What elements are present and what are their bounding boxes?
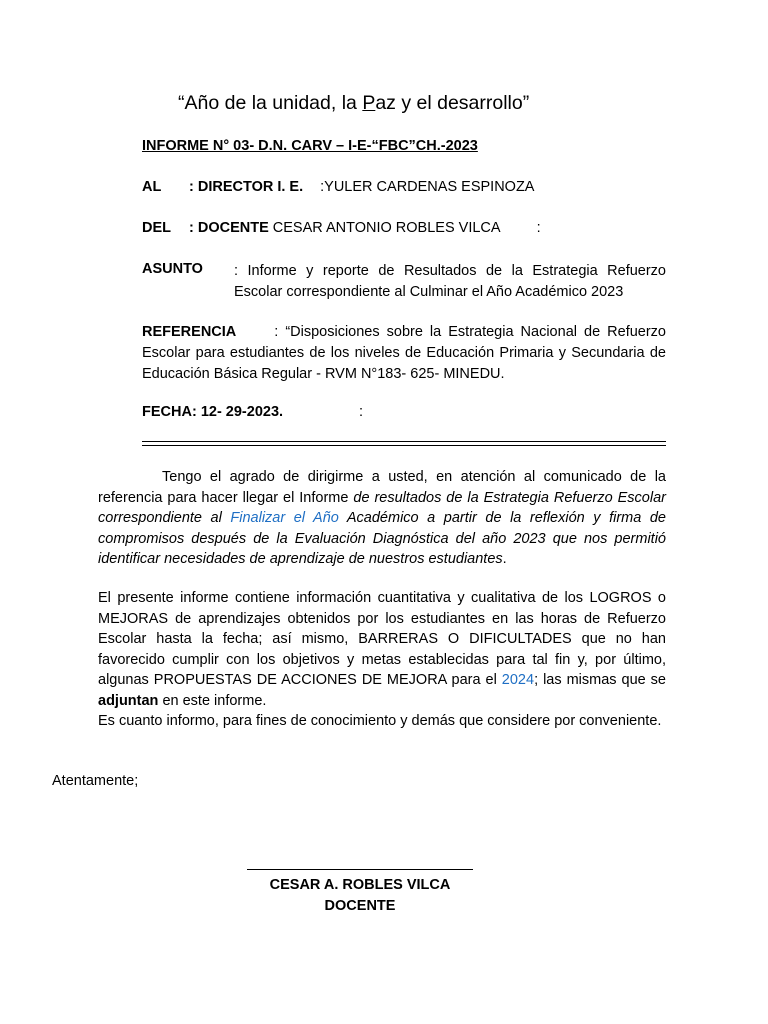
- paragraph-3: Es cuanto informo, para fines de conocimiento y demás que considere por conveniente.: [98, 713, 662, 729]
- al-name: :YULER CARDENAS ESPINOZA: [320, 179, 535, 195]
- asunto-text: : Informe y reporte de Resultados de la Estrategia Refuerzo Escolar correspondiente al Culminar el Año Académico 2023: [234, 263, 666, 300]
- motto-header: [178, 92, 529, 115]
- paragraph-2: [98, 588, 666, 712]
- signature-title: DOCENTE: [324, 897, 396, 914]
- para1-text-b: de resultados de la Estrategia Refuerzo Escolar correspondiente al: [98, 489, 666, 527]
- al-role: : DIRECTOR I. E.: [189, 179, 304, 195]
- fecha-trail: :: [359, 404, 364, 420]
- informe-title: INFORME N° 03- D.N. CARV – I-E-“FBC”CH.-2023: [142, 138, 478, 154]
- motto-post: az y el desarrollo”: [375, 92, 530, 114]
- asunto-label: ASUNTO: [142, 261, 203, 277]
- paragraph-1: [98, 467, 666, 570]
- al-label: AL: [142, 179, 162, 195]
- fecha-row: [142, 404, 363, 420]
- fecha-value: 12- 29-2023.: [200, 404, 284, 420]
- signature-line: [247, 869, 473, 870]
- referencia-label: REFERENCIA: [142, 324, 237, 340]
- divider-top: [142, 441, 666, 442]
- para2-text-b: ; las mismas que se: [534, 672, 666, 689]
- del-role: : DOCENTE: [189, 220, 269, 236]
- para1-text-d: .: [502, 551, 507, 568]
- closing: Atentamente;: [52, 773, 139, 789]
- para1-text-c: Académico a partir de la reflexión y firma de compromisos después de la Evaluación Diagnóstica del año 2023 que nos permitió identificar necesidades de aprendizaje de nuestros estudiantes: [98, 510, 666, 568]
- para2-text-c: en este informe.: [158, 692, 267, 709]
- para1-highlight: Finalizar el Año: [230, 510, 339, 527]
- referencia-text: : “Disposiciones sobre la Estrategia Nacional de Refuerzo Escolar para estudiantes de los niveles de Educación Primaria y Secundaria de Educación Básica Regular - RVM N°183- 625- MINEDU.: [142, 324, 666, 382]
- al-row: [142, 179, 534, 195]
- motto-underlined-letter: P: [362, 92, 376, 114]
- para1-text-a: Tengo el agrado de dirigirme a usted, en atención al comunicado de la referencia para hacer llegar el Informe: [98, 469, 666, 506]
- para2-year: 2024: [501, 672, 535, 689]
- referencia-block: [142, 322, 666, 385]
- del-row: [142, 220, 541, 236]
- del-trail: :: [536, 220, 541, 236]
- motto-pre: “Año de la unidad, la: [178, 92, 363, 114]
- signature-name: CESAR A. ROBLES VILCA: [269, 877, 451, 893]
- para2-bold: adjuntan: [98, 692, 159, 709]
- divider-bottom: [142, 445, 666, 446]
- para2-text-a: El presente informe contiene información cuantitativa y cualitativa de los LOGROS o MEJORAS de aprendizajes obtenidos por los estudiantes en las horas de Refuerzo Escolar hasta la fecha; así mismo, BARRERAS O DIFICULTADES que no han favorecido cumplir con los objetivos y metas establecidas para tal fin y, por último, algunas PROPUESTAS DE ACCIONES DE MEJORA para el: [98, 590, 666, 689]
- signature-block: [247, 875, 473, 916]
- del-label: DEL: [142, 220, 171, 236]
- del-name: CESAR ANTONIO ROBLES VILCA: [268, 220, 501, 236]
- fecha-label: FECHA:: [142, 404, 197, 420]
